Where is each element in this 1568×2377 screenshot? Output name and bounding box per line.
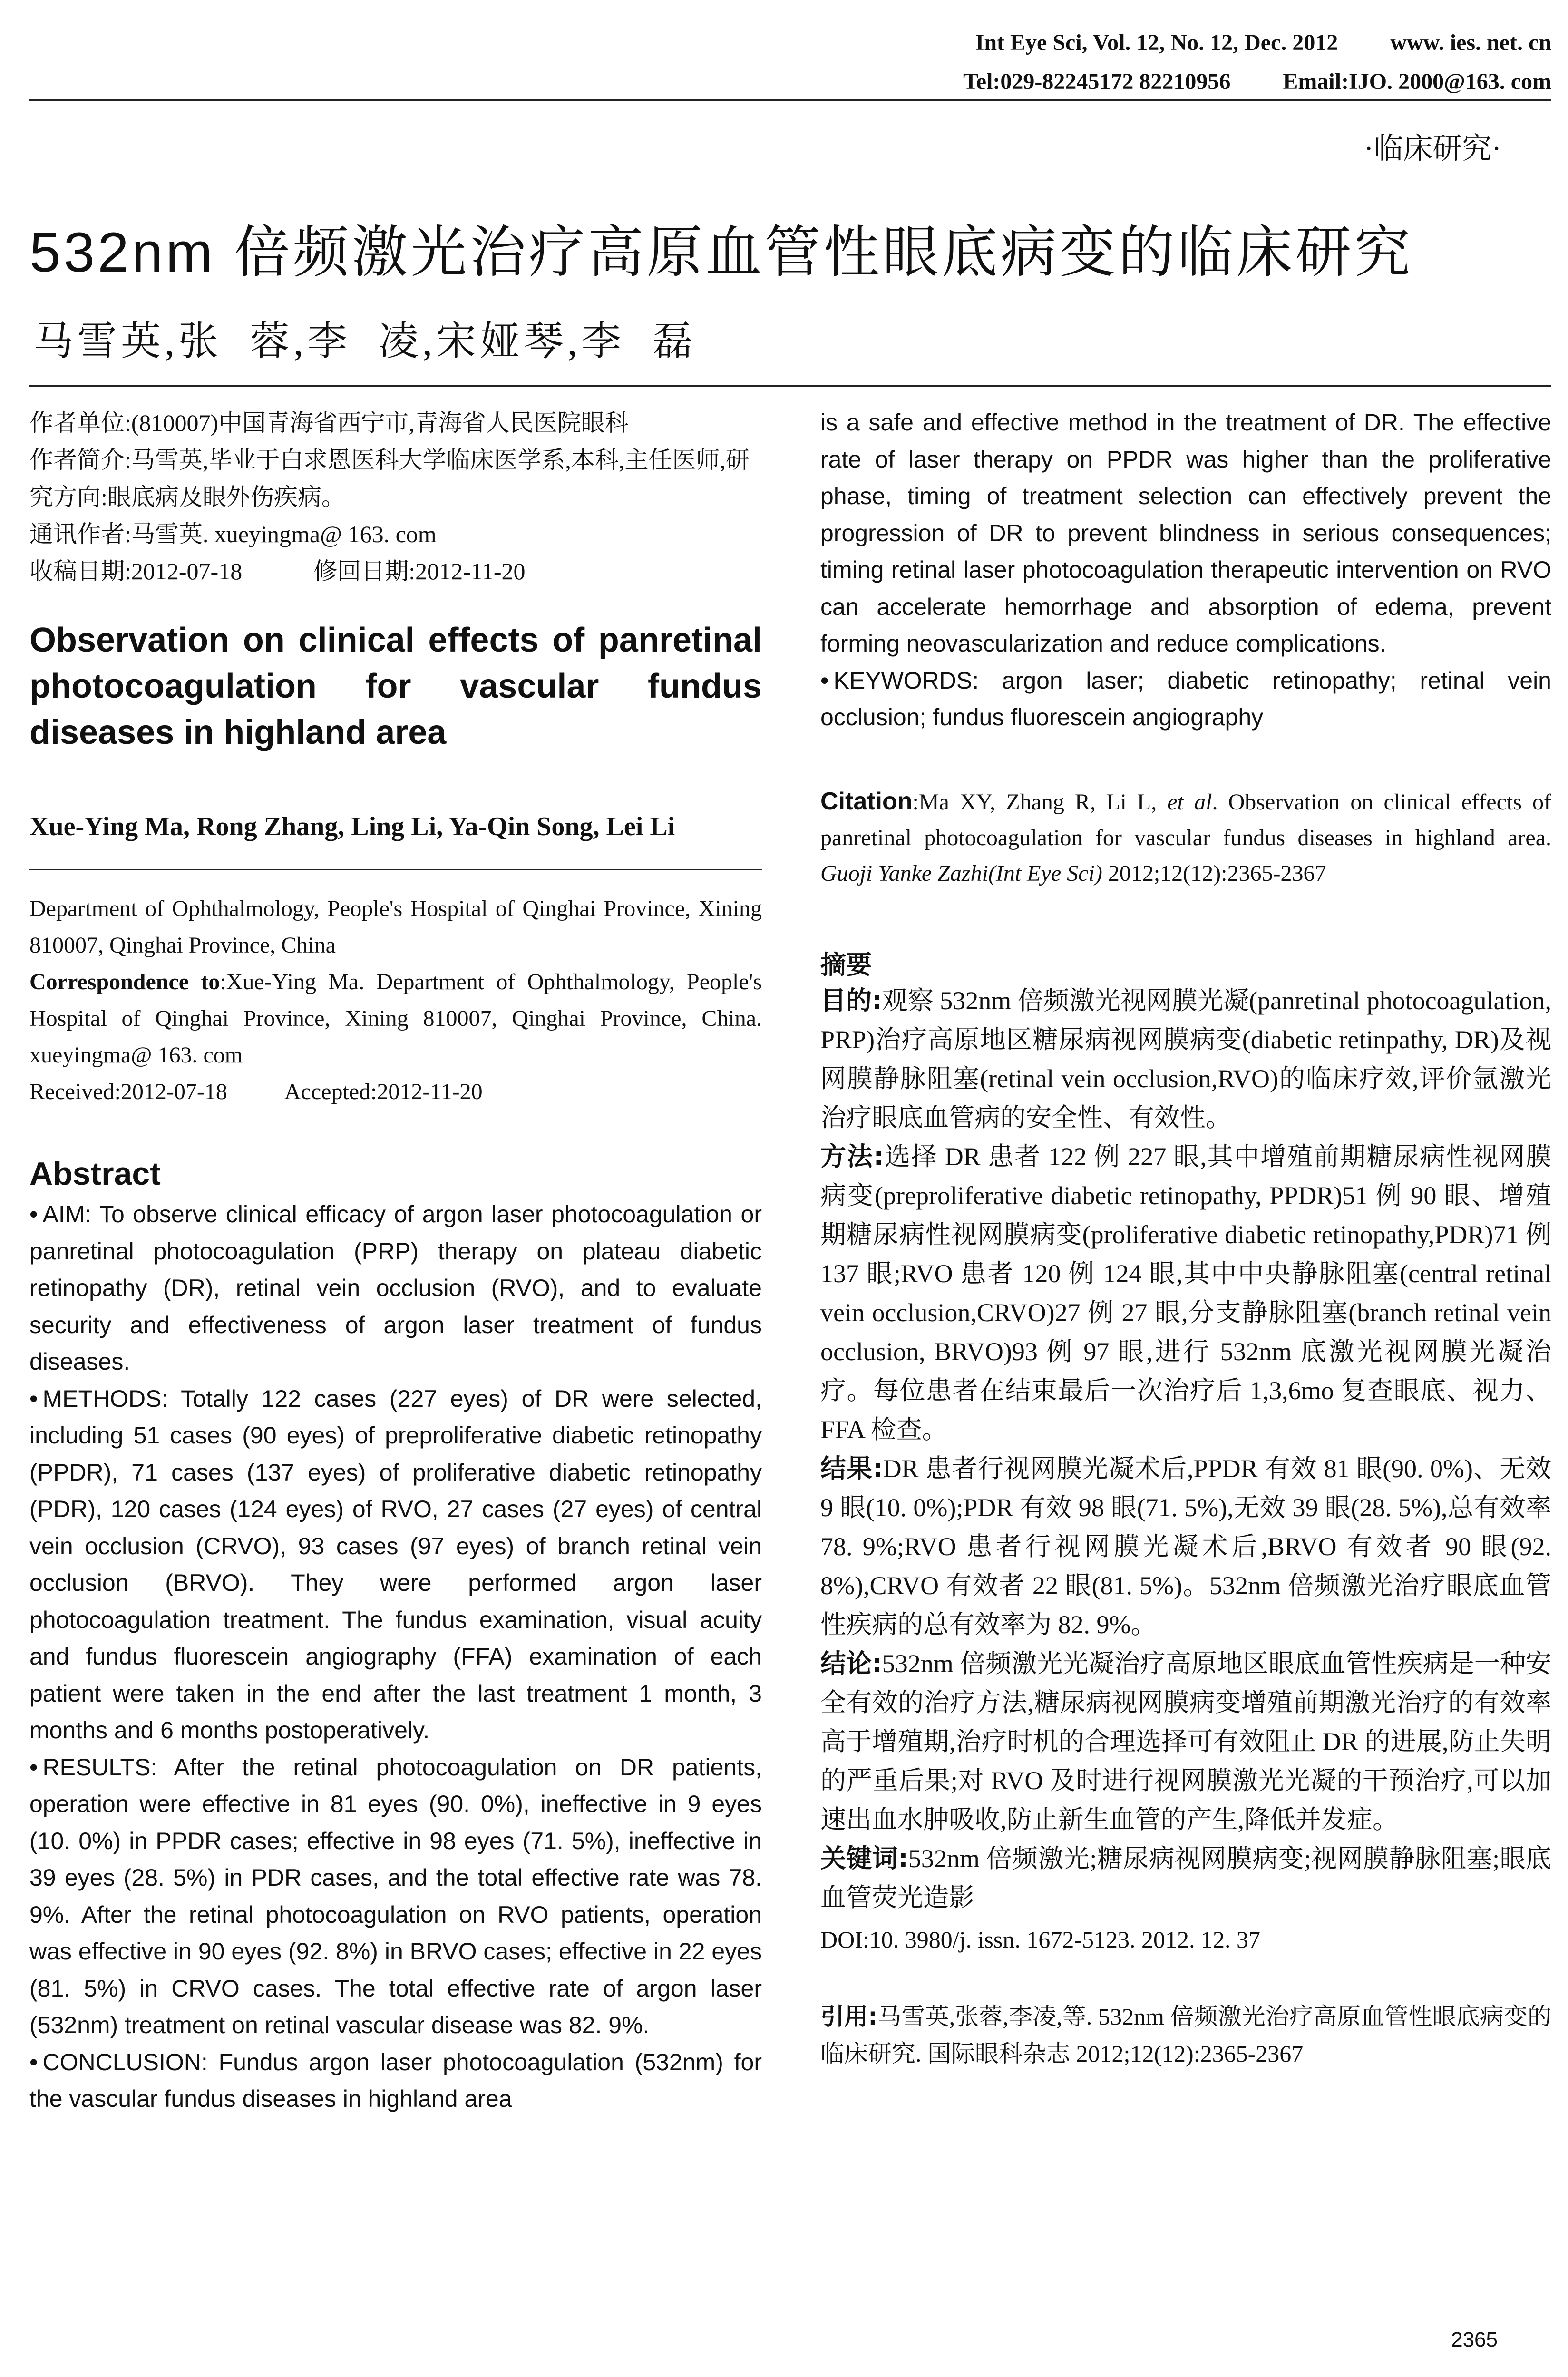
- abstract-cn-results-text: DR 患者行视网膜光凝术后,PPDR 有效 81 眼(90. 0%)、无效 9 眼(10. 0%);PDR 有效 98 眼(71. 5%),无效 39 眼(28. 5%),总有效率 78. 9%;RVO 患者行视网膜光凝术后,BRVO 有效者 90 眼(92. 8%),CRVO 有效者 22 眼(81. 5%)。532nm 倍频激光治疗眼底血管性疾病的总有效率为 82. 9%。: [820, 1454, 1551, 1639]
- abstract-conclusion-text: CONCLUSION: Fundus argon laser photocoagulation (532nm) for the vascular fundus diseases in highland area: [29, 2048, 762, 2112]
- left-column: [29, 404, 762, 2118]
- citation-cn: [820, 1998, 1551, 2072]
- section-tag: ·临床研究·: [1363, 133, 1501, 165]
- abstract-methods-text: METHODS: Totally 122 cases (227 eyes) of DR were selected, including 51 cases (90 eyes) of preproliferative diabetic retinopathy (PPDR), 71 cases (137 eyes) of proliferative diabetic retinopathy (PDR), 120 cases (124 eyes) of RVO, 27 cases (27 eyes) of central vein occlusion (CRVO), 93 cases (97 eyes) of branch retinal vein occlusion (BRVO). They were performed argon laser photocoagulation treatment. The fundus examination, visual acuity and fundus fluorescein angiography (FFA) examination of each patient were taken in the end after the last treatment 1 month, 3 months and 6 months postoperatively.: [29, 1385, 762, 1744]
- abstract-aim-text: AIM: To observe clinical efficacy of argon laser photocoagulation or panretinal photocoagulation (PRP) therapy on plateau diabetic retinopathy (DR), retinal vein occlusion (RVO), and to evaluate security and effectiveness of argon laser treatment of fundus diseases.: [29, 1201, 762, 1375]
- abstract-results-text: RESULTS: After the retinal photocoagulation on DR patients, operation were effective in 81 eyes (90. 0%), ineffective in 9 eyes (10. 0%) in PPDR cases; effective in 98 eyes (71. 5%), ineffective in 39 eyes (28. 5%) in PDR cases, and the total effective rate was 78. 9%. After the retinal photocoagulation on RVO patients, operation was effective in 90 eyes (92. 8%) in BRVO cases; effective in 22 eyes (81. 5%) in CRVO cases. The total effective rate of argon laser (532nm) treatment on retinal vascular disease was 82. 9%.: [29, 1754, 762, 2038]
- authors-en: Xue-Ying Ma, Rong Zhang, Ling Li, Ya-Qin Song, Lei Li: [29, 812, 675, 841]
- correspondence-label: Correspondence to: [29, 969, 220, 994]
- header-divider: [29, 99, 1551, 101]
- abstract-heading: Abstract: [29, 1156, 161, 1192]
- page-number: 2365: [1451, 2328, 1498, 2351]
- citation-cn-label: 引用:: [820, 2002, 878, 2030]
- journal-website: www. ies. net. cn: [1390, 30, 1551, 55]
- received-date-cn: 收稿日期:2012-07-18: [29, 558, 243, 585]
- citation-label: Citation: [820, 787, 913, 815]
- authors-divider: [29, 385, 1551, 387]
- abstract-cn-keywords: [820, 1839, 1551, 1917]
- citation-text-part1: :Ma XY, Zhang R, Li L,: [912, 789, 1168, 815]
- authors-cn: 马雪英,张 蓉,李 凌,宋娅琴,李 磊: [33, 320, 697, 364]
- abstract-cn-methods-text: 选择 DR 患者 122 例 227 眼,其中增殖前期糖尿病性视网膜病变(preproliferative diabetic retinopathy, PPDR)51 例 90 眼、增殖期糖尿病性视网膜病变(proliferative diabetic retinopathy,PDR)71 例 137 眼;RVO 患者 120 例 124 眼,其中中央静脉阻塞(central retinal vein occlusion,CRVO)27 例 27 眼,分支静脉阻塞(branch retinal vein occlusion, BRVO)93 例 97 眼,进行 532nm 底激光视网膜光凝治疗。每位患者在结束最后一次治疗后 1,3,6mo 复查眼底、视力、FFA 检查。: [820, 1142, 1551, 1444]
- author-unit: 作者单位:(810007)中国青海省西宁市,青海省人民医院眼科: [29, 409, 629, 436]
- affiliation-block: [29, 890, 762, 1110]
- abstract-cn-conclusion-text: 532nm 倍频激光光凝治疗高原地区眼底血管性疾病是一种安全有效的治疗方法,糖尿病视网膜病变增殖前期激光治疗的有效率高于增殖期,治疗时机的合理选择可有效阻止 DR 的进展,防止失明的严重后果;对 RVO 及时进行视网膜激光光凝的干预治疗,可以加速出血水肿吸收,防止新生血管的产生,降低并发症。: [820, 1649, 1551, 1834]
- abstract-conclusion: • CONCLUSION: Fundus argon laser photocoagulation (532nm) for the vascular fundus diseases in highland area: [29, 2048, 762, 2112]
- accepted-date-en: Accepted:2012-11-20: [284, 1079, 483, 1104]
- right-column: [820, 404, 1551, 2072]
- citation-etal: et al: [1167, 789, 1212, 815]
- abstract-cn-aim-label: 目的:: [820, 985, 882, 1015]
- citation-text-part2: . Observation on clinical effects of panretinal photocoagulation for vascular fundus diseases in highland area.: [820, 789, 1551, 850]
- abstract-cn-keywords-label: 关键词:: [820, 1843, 908, 1873]
- doi: DOI:10. 3980/j. issn. 1672-5123. 2012. 12. 37: [820, 1926, 1260, 1953]
- abstract-cn-keywords-text: 532nm 倍频激光;糖尿病视网膜病变;视网膜静脉阻塞;眼底血管荧光造影: [820, 1844, 1551, 1912]
- abstract-cn-aim-text: 观察 532nm 倍频激光视网膜光凝(panretinal photocoagulation, PRP)治疗高原地区糖尿病视网膜病变(diabetic retinpathy, DR)及视网膜静脉阻塞(retinal vein occlusion,RVO)的临床疗效,评价氩激光治疗眼底血管病的安全性、有效性。: [820, 986, 1551, 1132]
- journal-volume-info: Int Eye Sci, Vol. 12, No. 12, Dec. 2012: [975, 30, 1338, 55]
- abstract-results: • RESULTS: After the retinal photocoagulation on DR patients, operation were effective in 81 eyes (90. 0%), ineffective in 9 eyes (10. 0%) in PPDR cases; effective in 98 eyes (71. 5%), ineffective in 39 eyes (28. 5%) in PDR cases, and the total effective rate was 78. 9%. After the retinal photocoagulation on RVO patients, operation was effective in 90 eyes (92. 8%) in BRVO cases; effective in 22 eyes (81. 5%) in CRVO cases. The total effective rate of argon laser (532nm) treatment on retinal vascular disease was 82. 9%.: [29, 1754, 762, 2038]
- citation-en: [820, 784, 1551, 891]
- journal-header-line1: [975, 29, 1551, 56]
- journal-tel: Tel:029-82245172 82210956: [963, 69, 1231, 94]
- citation-journal: Guoji Yanke Zazhi(Int Eye Sci): [820, 860, 1102, 886]
- journal-header: [29, 19, 1551, 102]
- dates-cn: [29, 553, 762, 590]
- author-info-cn: [29, 404, 762, 590]
- article-title-en: Observation on clinical effects of panretinal photocoagulation for vascular fundus diseases in highland area: [29, 621, 762, 751]
- article-title-cn: 532nm 倍频激光治疗高原血管性眼底病变的临床研究: [29, 221, 1413, 284]
- correspondence: [29, 964, 762, 1073]
- abstract-cn-conclusion: [820, 1644, 1551, 1839]
- abstract-cn-conclusion-label: 结论:: [820, 1648, 882, 1678]
- corresponding-author-cn: 通讯作者:马雪英. xueyingma@ 163. com: [29, 521, 437, 547]
- journal-email: Email:IJO. 2000@163. com: [1283, 69, 1551, 94]
- authors-en-divider: [29, 869, 762, 870]
- abstract-aim: • AIM: To observe clinical efficacy of argon laser photocoagulation or panretinal photocoagulation (PRP) therapy on plateau diabetic retinopathy (DR), retinal vein occlusion (RVO), and to evaluate security and effectiveness of argon laser treatment of fundus diseases.: [29, 1201, 762, 1375]
- dates-en: [29, 1073, 762, 1110]
- journal-header-line2: [963, 68, 1551, 95]
- citation-cn-text: 马雪英,张蓉,李凌,等. 532nm 倍频激光治疗高原血管性眼底病变的临床研究. 国际眼科杂志 2012;12(12):2365-2367: [820, 2003, 1552, 2067]
- abstract-cn-heading: 摘要: [820, 950, 872, 979]
- received-date-en: Received:2012-07-18: [29, 1079, 227, 1104]
- abstract-cn-results: [820, 1449, 1551, 1644]
- abstract-cn-aim: [820, 981, 1551, 1137]
- abstract-cn-methods: [820, 1137, 1551, 1449]
- author-bio: 作者简介:马雪英,毕业于白求恩医科大学临床医学系,本科,主任医师,研究方向:眼底病及眼外伤疾病。: [29, 447, 750, 510]
- abstract-keywords-text: KEYWORDS: argon laser; diabetic retinopathy; retinal vein occlusion; fundus fluorescein angiography: [820, 667, 1551, 731]
- affiliation-en: Department of Ophthalmology, People's Hospital of Qinghai Province, Xining 810007, Qinghai Province, China: [29, 896, 762, 958]
- abstract-methods: • METHODS: Totally 122 cases (227 eyes) of DR were selected, including 51 cases (90 eyes) of preproliferative diabetic retinopathy (PPDR), 71 cases (137 eyes) of proliferative diabetic retinopathy (PDR), 120 cases (124 eyes) of RVO, 27 cases (27 eyes) of central vein occlusion (CRVO), 93 cases (97 eyes) of branch retinal vein occlusion (BRVO). They were performed argon laser photocoagulation treatment. The fundus examination, visual acuity and fundus fluorescein angiography (FFA) examination of each patient were taken in the end after the last treatment 1 month, 3 months and 6 months postoperatively.: [29, 1385, 762, 1744]
- correspondence-text: :Xue-Ying Ma. Department of Ophthalmology, People's Hospital of Qinghai Province, Xining 810007, Qinghai Province, China. xueyingma@ 163. com: [29, 969, 762, 1068]
- abstract-keywords: • KEYWORDS: argon laser; diabetic retinopathy; retinal vein occlusion; fundus fluorescein angiography: [820, 667, 1551, 731]
- abstract-cn-results-label: 结果:: [820, 1453, 883, 1483]
- revised-date-cn: 修回日期:2012-11-20: [313, 558, 526, 585]
- abstract-conclusion-continued: is a safe and effective method in the treatment of DR. The effective rate of laser therapy on PPDR was higher than the proliferative phase, timing of treatment selection can effectively prevent the progression of DR to prevent blindness in serious consequences; timing retinal laser photocoagulation therapeutic intervention on RVO can accelerate hemorrhage and absorption of edema, prevent forming neovascularization and reduce complications.: [820, 409, 1551, 657]
- citation-text-part3: 2012;12(12):2365-2367: [1102, 860, 1326, 886]
- abstract-cn-methods-label: 方法:: [820, 1141, 884, 1171]
